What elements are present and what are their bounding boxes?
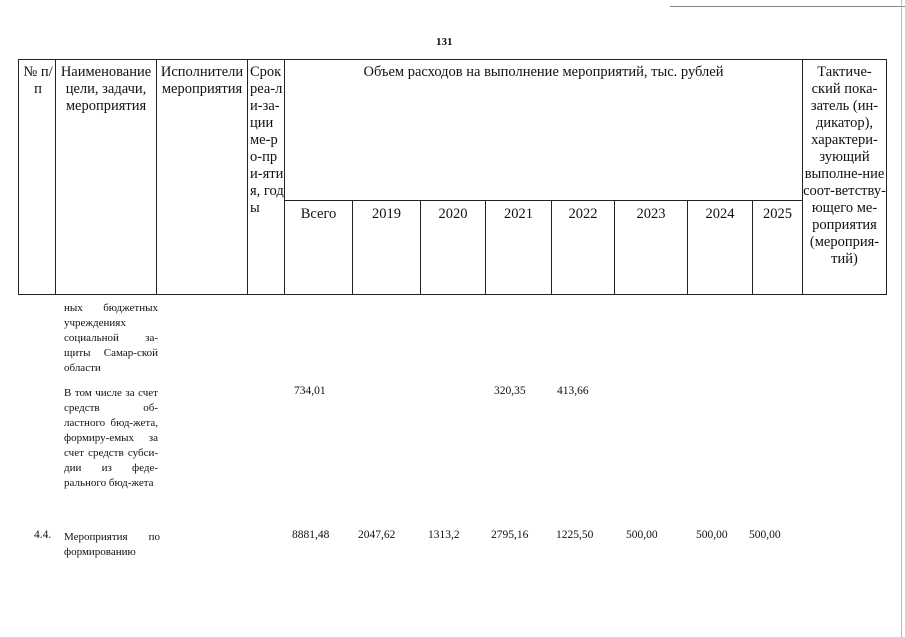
header-name: Наименование цели, задачи, мероприятия [56,60,157,295]
row-2-name: В том числе за счет средств об-ластного бюд-жета, формиру-емых за счет средств субси-дии из феде-рального бюд-жета [64,387,158,489]
row-3-2020: 1313,2 [428,529,460,541]
row-1-name: ных бюджетных учреждениях социальной за-щиты Самар-ской области [64,302,158,374]
top-edge-line [670,6,905,7]
header-executors: Исполнители мероприятия [157,60,248,295]
year-2025: 2025 [753,201,803,295]
header-table [18,59,887,295]
year-2023: 2023 [615,201,688,295]
year-2019: 2019 [353,201,421,295]
year-2022: 2022 [552,201,615,295]
year-2021: 2021 [486,201,552,295]
header-expenses: Объем расходов на выполнение мероприятий, тыс. рублей [285,60,803,201]
row-3-name: Мероприятия по формированию [64,531,160,558]
page-number: 131 [436,36,453,48]
right-edge-line [901,0,902,637]
year-2020: 2020 [421,201,486,295]
row-2-2022: 413,66 [557,385,589,397]
row-3-num: 4.4. [34,529,52,541]
row-3-2025: 500,00 [749,529,781,541]
header-term: Срок реа-ли-за-ции ме-ро-при-ятия, годы [248,60,285,295]
row-3-2024: 500,00 [696,529,728,541]
year-2024: 2024 [688,201,753,295]
header-num: № п/п [19,60,56,295]
row-3-2022: 1225,50 [556,529,594,541]
row-3-2023: 500,00 [626,529,658,541]
row-2-total: 734,01 [294,385,326,397]
header-indicator: Тактиче-ский пока-затель (ин-дикатор), характери-зующий выполне-ние соот-ветству-ющего ме-роприятия (мероприя-тий) [803,60,887,295]
row-3-total: 8881,48 [292,529,330,541]
row-3-2021: 2795,16 [491,529,529,541]
year-total: Всего [285,201,353,295]
row-3-2019: 2047,62 [358,529,396,541]
row-2-2021: 320,35 [494,385,526,397]
